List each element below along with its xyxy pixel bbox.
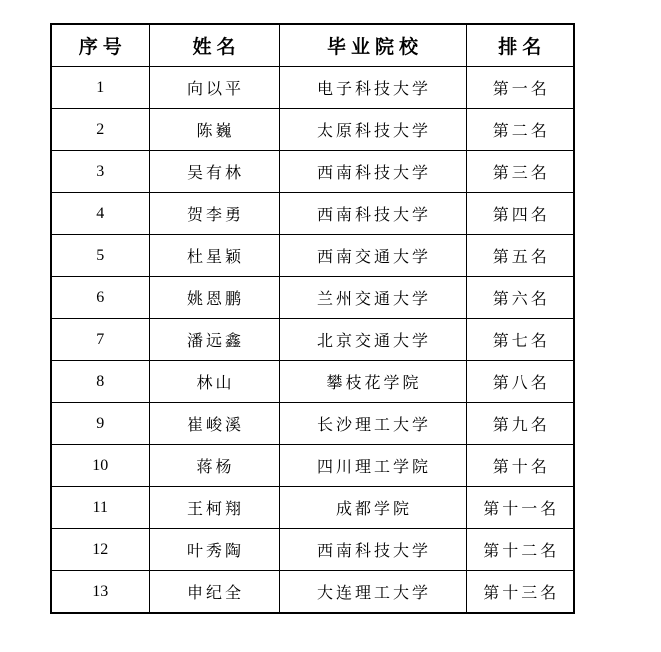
cell-rank: 第九名: [466, 403, 574, 445]
header-school: 毕业院校: [279, 24, 466, 67]
cell-school: 兰州交通大学: [279, 277, 466, 319]
header-name: 姓名: [149, 24, 279, 67]
cell-rank: 第十名: [466, 445, 574, 487]
cell-name: 王柯翔: [149, 487, 279, 529]
table-row: [51, 109, 574, 151]
graduates-ranking-table: [50, 23, 575, 614]
header-seq: 序号: [51, 24, 149, 67]
cell-rank: 第六名: [466, 277, 574, 319]
cell-name: 潘远鑫: [149, 319, 279, 361]
cell-school: 电子科技大学: [279, 67, 466, 109]
cell-rank: 第二名: [466, 109, 574, 151]
cell-school: 西南科技大学: [279, 151, 466, 193]
cell-seq: 2: [51, 109, 149, 151]
cell-seq: 3: [51, 151, 149, 193]
cell-name: 崔峻溪: [149, 403, 279, 445]
cell-name: 林山: [149, 361, 279, 403]
table-row: [51, 193, 574, 235]
cell-school: 长沙理工大学: [279, 403, 466, 445]
cell-name: 蒋杨: [149, 445, 279, 487]
cell-rank: 第十一名: [466, 487, 574, 529]
table-row: [51, 67, 574, 109]
table-header: [51, 24, 574, 67]
cell-school: 北京交通大学: [279, 319, 466, 361]
cell-seq: 4: [51, 193, 149, 235]
table-row: [51, 151, 574, 193]
table-body: [51, 67, 574, 614]
cell-seq: 6: [51, 277, 149, 319]
cell-rank: 第五名: [466, 235, 574, 277]
cell-name: 向以平: [149, 67, 279, 109]
cell-school: 四川理工学院: [279, 445, 466, 487]
cell-seq: 5: [51, 235, 149, 277]
cell-school: 大连理工大学: [279, 571, 466, 614]
table-row: [51, 571, 574, 614]
cell-rank: 第八名: [466, 361, 574, 403]
cell-seq: 7: [51, 319, 149, 361]
cell-school: 太原科技大学: [279, 109, 466, 151]
table-row: [51, 445, 574, 487]
table-row: [51, 361, 574, 403]
cell-rank: 第一名: [466, 67, 574, 109]
cell-rank: 第三名: [466, 151, 574, 193]
cell-seq: 8: [51, 361, 149, 403]
cell-seq: 13: [51, 571, 149, 614]
table-row: [51, 403, 574, 445]
cell-name: 吴有林: [149, 151, 279, 193]
cell-name: 陈巍: [149, 109, 279, 151]
cell-rank: 第四名: [466, 193, 574, 235]
cell-name: 贺李勇: [149, 193, 279, 235]
table-row: [51, 319, 574, 361]
table-row: [51, 235, 574, 277]
cell-school: 攀枝花学院: [279, 361, 466, 403]
cell-seq: 1: [51, 67, 149, 109]
header-rank: 排名: [466, 24, 574, 67]
cell-rank: 第十三名: [466, 571, 574, 614]
header-row: [51, 24, 574, 67]
cell-rank: 第十二名: [466, 529, 574, 571]
cell-name: 叶秀陶: [149, 529, 279, 571]
cell-seq: 10: [51, 445, 149, 487]
table-row: [51, 529, 574, 571]
table-row: [51, 487, 574, 529]
table-row: [51, 277, 574, 319]
cell-name: 杜星颖: [149, 235, 279, 277]
cell-seq: 11: [51, 487, 149, 529]
cell-rank: 第七名: [466, 319, 574, 361]
cell-seq: 12: [51, 529, 149, 571]
cell-school: 西南科技大学: [279, 193, 466, 235]
cell-school: 成都学院: [279, 487, 466, 529]
cell-seq: 9: [51, 403, 149, 445]
cell-name: 姚恩鹏: [149, 277, 279, 319]
cell-name: 申纪全: [149, 571, 279, 614]
cell-school: 西南交通大学: [279, 235, 466, 277]
cell-school: 西南科技大学: [279, 529, 466, 571]
